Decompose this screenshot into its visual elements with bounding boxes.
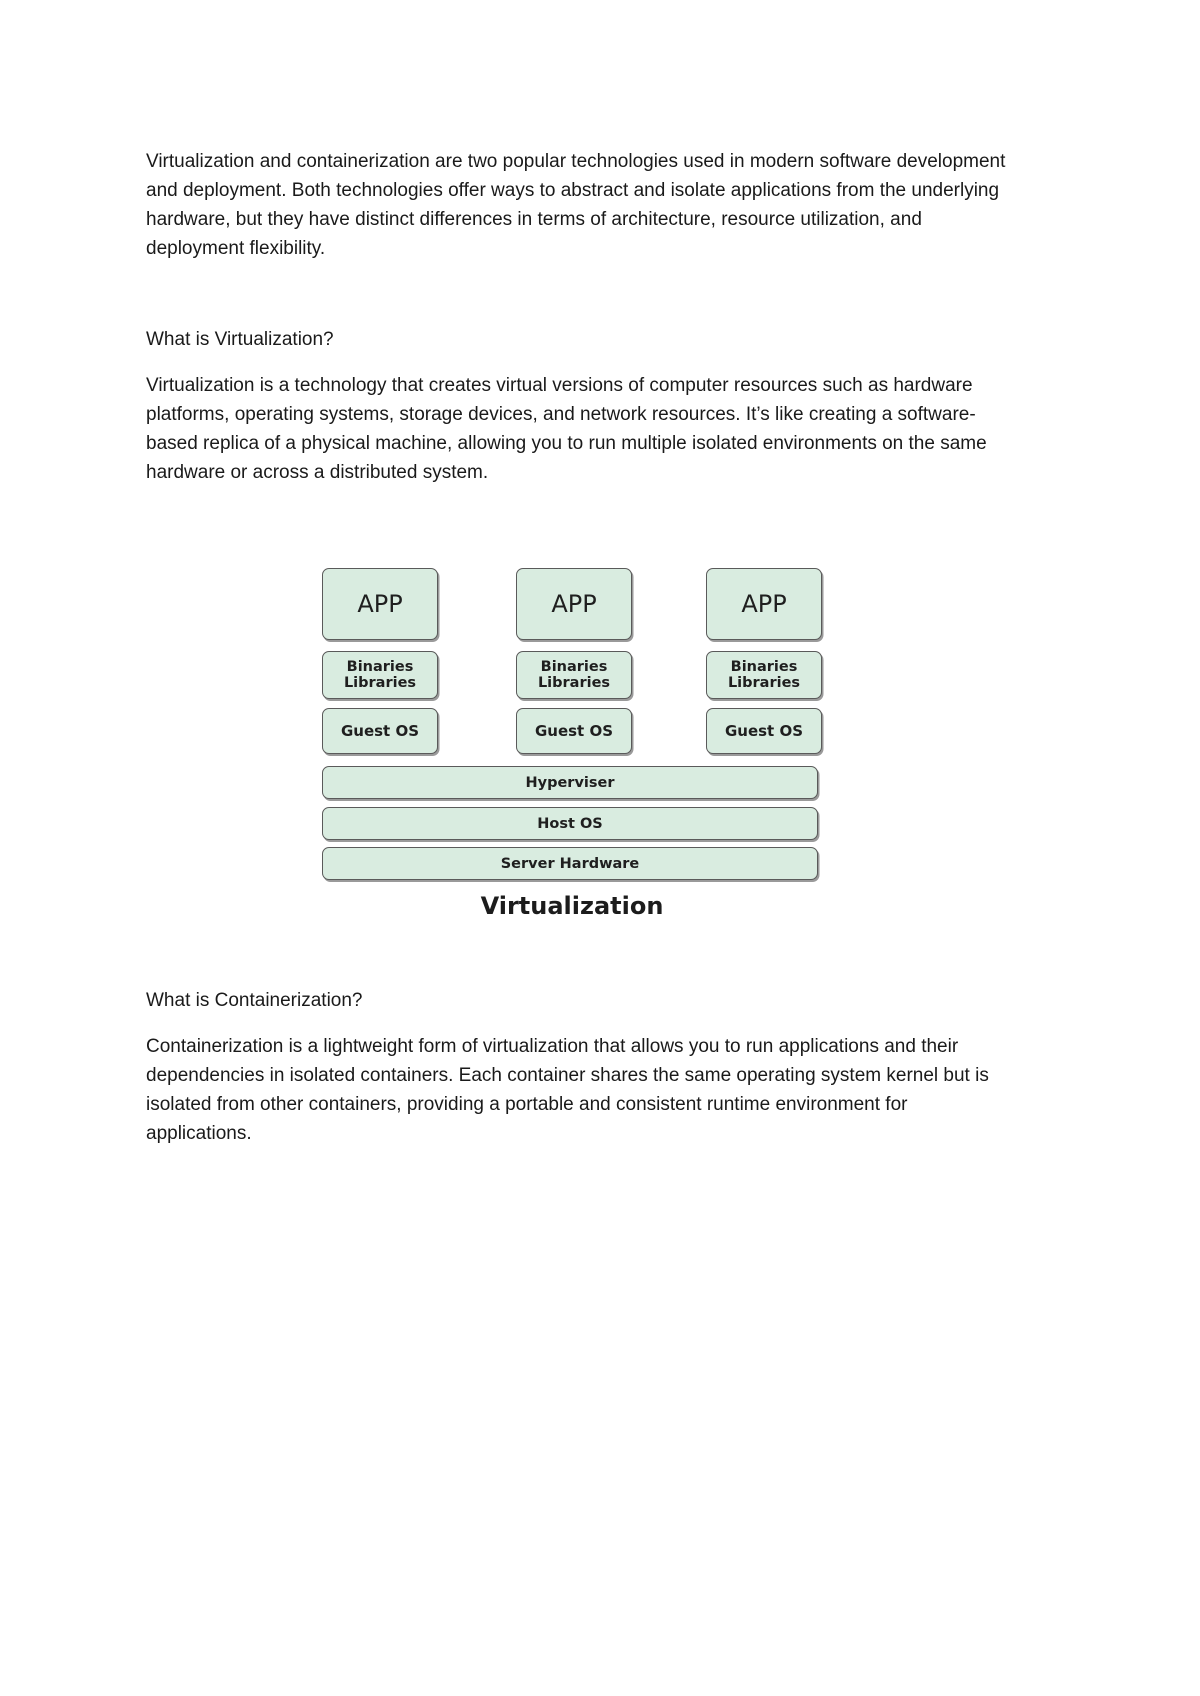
app-label-2: APP [551,590,597,618]
guest-os-box-2 [516,708,632,754]
app-box-2 [516,568,632,640]
binaries-libraries-box-2 [516,651,632,699]
guest-os-box-1 [322,708,438,754]
server-hardware-layer [322,847,818,880]
guest-os-label-2: Guest OS [534,722,614,740]
host-os-label: Host OS [537,815,603,832]
virtualization-diagram [318,564,826,924]
virtualization-paragraph: Virtualization is a technology that creates virtual versions of computer resources such as hardware platforms, operating systems, storage devices, and network resources. It’s like creating a software-based replica of a physical machine, allowing you to run multiple isolated environments on the same hardware or across a distributed system. [146,375,987,483]
binaries-libraries-label-3: Binaries Libraries [727,659,801,691]
app-label-1: APP [357,590,403,618]
virtualization-heading: What is Virtualization? [146,329,334,350]
intro-paragraph: Virtualization and containerization are two popular technologies used in modern software development and deployment. Both technologies offer ways to abstract and isolate applications from the underlying hardware, but they have distinct differences in terms of architecture, resource utilization, and deployment flexibility. [146,151,1006,259]
hypervisor-label: Hyperviser [525,774,615,791]
containerization-heading: What is Containerization? [146,990,363,1011]
binaries-libraries-box-3 [706,651,822,699]
host-os-layer [322,807,818,840]
guest-os-label-1: Guest OS [340,722,420,740]
app-label-3: APP [741,590,787,618]
app-box-1 [322,568,438,640]
server-hardware-label: Server Hardware [500,855,640,872]
binaries-libraries-label-2: Binaries Libraries [537,659,611,691]
app-box-3 [706,568,822,640]
binaries-libraries-label-1: Binaries Libraries [343,659,417,691]
hypervisor-layer [322,766,818,799]
binaries-libraries-box-1 [322,651,438,699]
guest-os-box-3 [706,708,822,754]
diagram-caption: Virtualization [480,892,664,920]
guest-os-label-3: Guest OS [724,722,804,740]
containerization-paragraph: Containerization is a lightweight form of virtualization that allows you to run applications and their dependencies in isolated containers. Each container shares the same operating system kernel but is isolated from other containers, providing a portable and consistent runtime environment for applications. [146,1036,989,1144]
